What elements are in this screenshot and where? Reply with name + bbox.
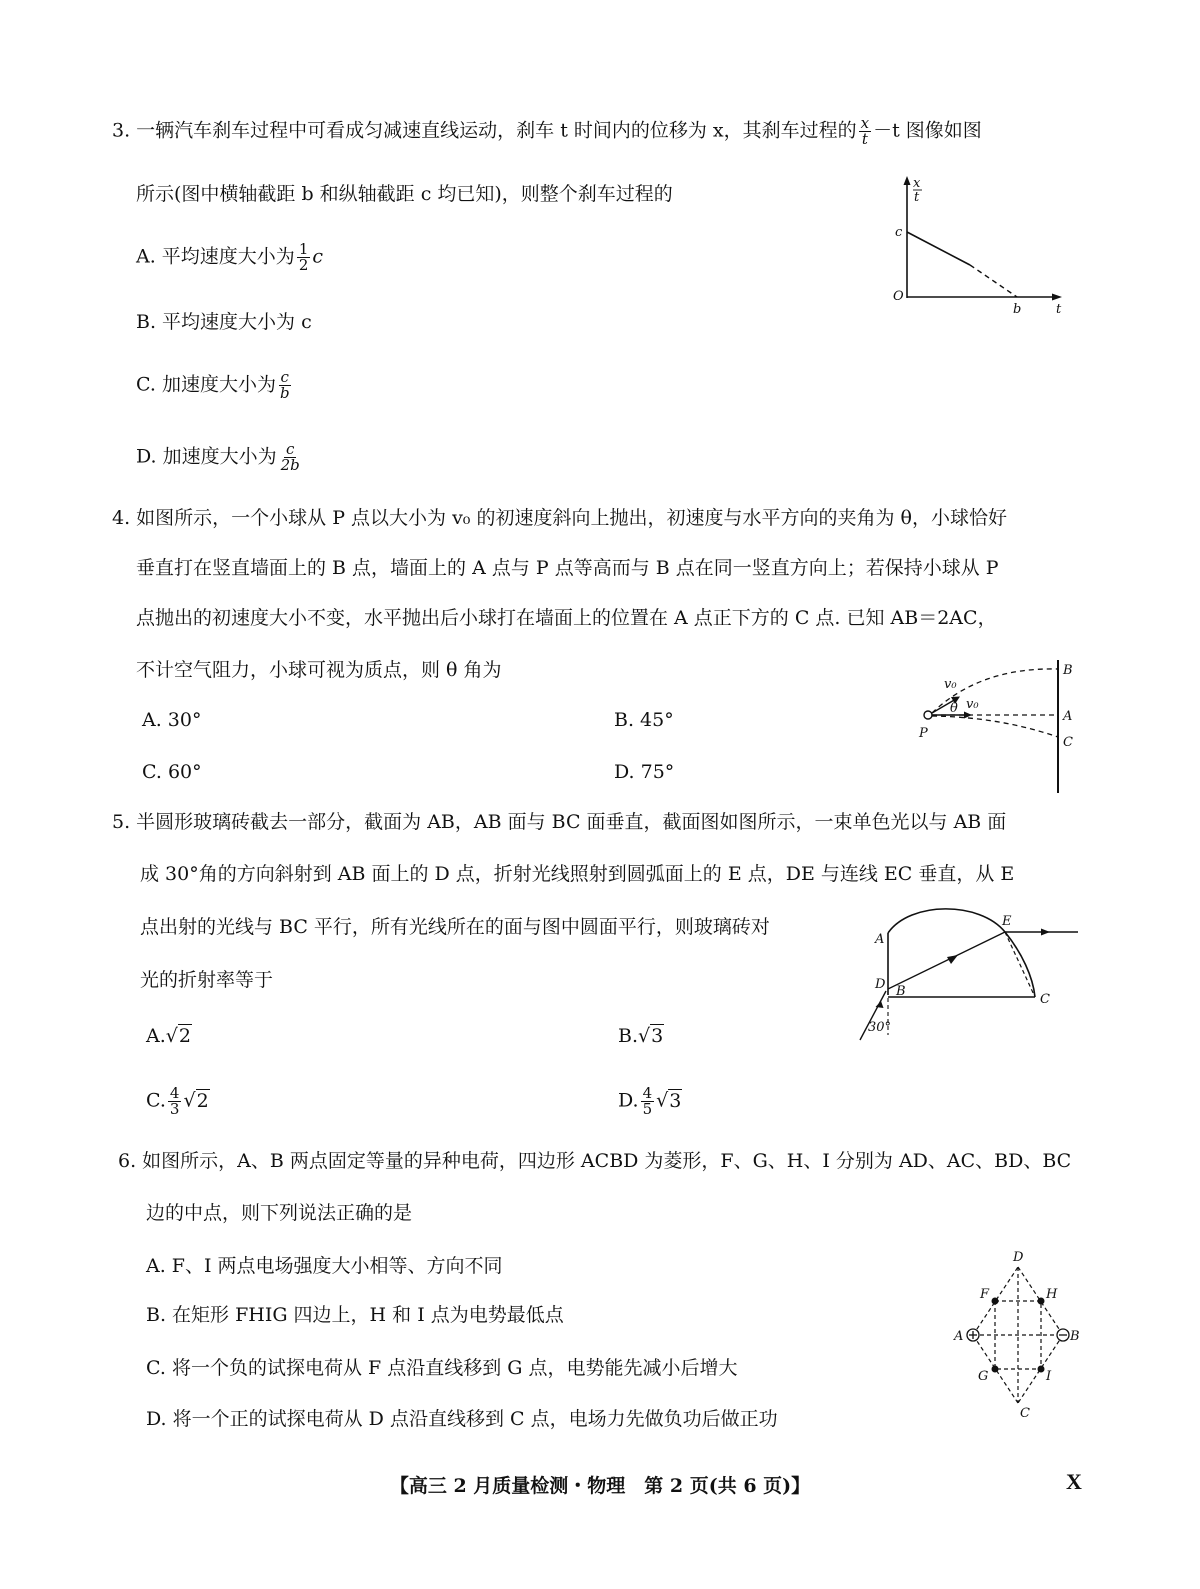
q5-option-a-sqrt: √2	[165, 1025, 191, 1047]
q4-velocity-horizontal-arrowhead	[964, 712, 972, 719]
q6-label-a: A	[954, 1329, 964, 1344]
q3-option-d-den: 2b	[280, 456, 300, 474]
q6-label-b: B	[1070, 1329, 1080, 1344]
q5-refracted-arrowhead	[947, 955, 958, 964]
q5-stem-line2: 成 30°角的方向斜射到 AB 面上的 D 点，折射光线照射到圆弧面上的 E 点，DE 与连线 EC 垂直，从 E	[140, 863, 1015, 885]
q3-y-label-den: t	[914, 190, 920, 205]
q3-option-d	[136, 442, 304, 473]
q5-option-c-label: C.	[146, 1089, 166, 1112]
q3-option-b: B. 平均速度大小为 c	[136, 311, 312, 333]
q4-stem-line1: 4. 如图所示，一个小球从 P 点以大小为 v₀ 的初速度斜向上抛出，初速度与水平方向的夹角为 θ，小球恰好	[112, 507, 1007, 529]
q5-option-c-radicand: 2	[196, 1089, 209, 1112]
q3-stem-frac-num: x	[860, 114, 870, 132]
q3-option-d-num: c	[286, 440, 295, 458]
q4-stem-line2: 垂直打在竖直墙面上的 B 点，墙面上的 A 点与 P 点等高而与 B 点在同一竖直方向上；若保持小球从 P	[136, 557, 999, 579]
q6-label-f: F	[980, 1287, 990, 1302]
q5-option-c-num: 4	[169, 1084, 180, 1102]
q4-point-p	[924, 711, 932, 719]
q5-option-c	[146, 1086, 210, 1117]
q4-label-v0-upper: v₀	[944, 677, 957, 692]
q3-option-a-num: 1	[298, 240, 309, 258]
q5-option-d-num: 4	[642, 1084, 653, 1102]
q5-option-d-fraction	[641, 1086, 655, 1117]
q3-x-axis-arrow	[1052, 294, 1062, 301]
q6-point-i	[1038, 1366, 1045, 1373]
q5-option-a-radicand: 2	[178, 1025, 191, 1047]
q5-label-b: B	[896, 984, 906, 999]
q4-label-c: C	[1063, 735, 1073, 750]
q3-solid-line	[907, 232, 970, 265]
q5-glass-figure	[850, 895, 1090, 1045]
q4-label-a: A	[1063, 709, 1073, 724]
q4-option-c: C. 60°	[142, 761, 202, 783]
q3-stem-text-b: －t 图像如图	[873, 119, 982, 142]
q5-option-d-sqrt: √3	[656, 1089, 682, 1112]
q3-graph-figure	[880, 170, 1080, 320]
q4-option-d: D. 75°	[614, 761, 675, 783]
q3-option-d-text: D. 加速度大小为	[136, 445, 277, 468]
q3-stem-frac-den: t	[861, 130, 868, 148]
q3-stem-line2: 所示(图中横轴截距 b 和纵轴截距 c 均已知)，则整个刹车过程的	[136, 183, 673, 205]
q5-label-a: A	[875, 932, 885, 947]
q3-y-label-num: x	[913, 176, 921, 191]
q6-option-a: A. F、I 两点电场强度大小相等、方向不同	[146, 1255, 503, 1277]
q3-option-d-fraction	[279, 442, 302, 473]
q6-rhombus-figure	[948, 1245, 1088, 1425]
q5-option-c-sqrt: √2	[183, 1089, 209, 1112]
q3-option-c-num: c	[280, 368, 289, 386]
q3-stem-fraction	[859, 116, 871, 147]
q3-y-axis-arrow	[904, 176, 911, 185]
q3-label-t: t	[1056, 302, 1062, 317]
q4-label-v0-lower: v₀	[966, 697, 979, 712]
q5-option-a	[146, 1022, 192, 1050]
q3-stem-line1	[112, 116, 982, 147]
q3-label-c: c	[895, 225, 903, 240]
q5-option-b-label: B.	[618, 1025, 639, 1047]
q5-label-e: E	[1002, 914, 1012, 929]
q5-emergent-arrowhead	[1041, 929, 1050, 936]
q5-option-d-den: 5	[642, 1100, 653, 1118]
q3-option-a-fraction	[297, 242, 311, 273]
q6-point-g	[992, 1366, 999, 1373]
q5-option-d-label: D.	[618, 1089, 639, 1112]
q5-option-d	[618, 1086, 682, 1117]
q3-dashed-line	[970, 265, 1017, 297]
q6-option-c: C. 将一个负的试探电荷从 F 点沿直线移到 G 点，电势能先减小后增大	[146, 1357, 738, 1379]
q5-stem-line3: 点出射的光线与 BC 平行，所有光线所在的面与图中圆面平行，则玻璃砖对	[140, 916, 770, 938]
q5-option-d-radicand: 3	[669, 1089, 682, 1112]
q5-refracted-ray	[888, 932, 1005, 989]
q4-stem-line4: 不计空气阻力，小球可视为质点，则 θ 角为	[136, 659, 502, 681]
q5-label-c: C	[1040, 992, 1050, 1007]
page-footer: 【高三 2 月质量检测・物理 第 2 页(共 6 页)】	[389, 1475, 811, 1497]
q5-option-c-fraction	[168, 1086, 182, 1117]
q6-option-d: D. 将一个正的试探电荷从 D 点沿直线移到 C 点，电场力先做负功后做正功	[146, 1408, 778, 1430]
q4-label-b: B	[1063, 663, 1073, 678]
q6-option-b: B. 在矩形 FHIG 四边上，H 和 I 点为电势最低点	[146, 1304, 564, 1326]
q3-option-a	[136, 242, 323, 273]
q5-line-ec	[1005, 932, 1035, 997]
q5-option-a-label: A.	[146, 1025, 166, 1047]
q5-stem-line1: 5. 半圆形玻璃砖截去一部分，截面为 AB，AB 面与 BC 面垂直，截面图如图所示，一束单色光以与 AB 面	[112, 811, 1007, 833]
q5-option-b-sqrt: √3	[638, 1025, 664, 1047]
q6-stem-line1: 6. 如图所示，A、B 两点固定等量的异种电荷，四边形 ACBD 为菱形，F、G、H、I 分别为 AD、AC、BD、BC	[118, 1150, 1072, 1172]
q3-option-c-den: b	[279, 384, 290, 402]
q5-stem-line4: 光的折射率等于	[140, 969, 274, 991]
q4-option-a: A. 30°	[142, 709, 202, 731]
q4-label-p: P	[919, 726, 928, 741]
q3-option-c-fraction	[278, 370, 292, 401]
q5-label-d: D	[875, 977, 886, 992]
q6-label-h: H	[1046, 1287, 1058, 1302]
q5-label-angle: 30°	[868, 1020, 892, 1035]
q4-trajectory-to-c	[932, 716, 1058, 737]
q3-option-a-tail: c	[312, 245, 324, 268]
q6-point-h	[1038, 1298, 1045, 1305]
q6-label-c: C	[1020, 1406, 1030, 1421]
q5-option-b	[618, 1022, 664, 1050]
q5-option-c-den: 3	[169, 1100, 180, 1118]
q4-option-b: B. 45°	[614, 709, 674, 731]
q4-label-theta: θ	[950, 701, 958, 716]
q6-point-f	[992, 1298, 999, 1305]
q3-option-c-text: C. 加速度大小为	[136, 373, 276, 396]
q4-projectile-figure	[910, 655, 1090, 795]
q3-option-c	[136, 370, 294, 401]
q5-option-b-radicand: 3	[651, 1025, 664, 1047]
q3-stem-text-a: 3. 一辆汽车刹车过程中可看成匀减速直线运动，刹车 t 时间内的位移为 x，其刹车过程的	[112, 119, 857, 142]
q3-option-a-text: A. 平均速度大小为	[136, 245, 295, 268]
q6-label-d: D	[1013, 1250, 1024, 1265]
q3-label-origin: O	[893, 289, 904, 304]
q4-stem-line3: 点抛出的初速度大小不变，水平抛出后小球打在墙面上的位置在 A 点正下方的 C 点. 已知 AB＝2AC，	[136, 607, 997, 629]
q3-option-a-den: 2	[298, 256, 309, 274]
q3-label-b: b	[1013, 302, 1022, 317]
q6-stem-line2: 边的中点，则下列说法正确的是	[146, 1202, 413, 1224]
q6-label-g: G	[978, 1369, 989, 1384]
q6-label-i: I	[1046, 1369, 1052, 1384]
corner-mark: X	[1066, 1469, 1082, 1494]
